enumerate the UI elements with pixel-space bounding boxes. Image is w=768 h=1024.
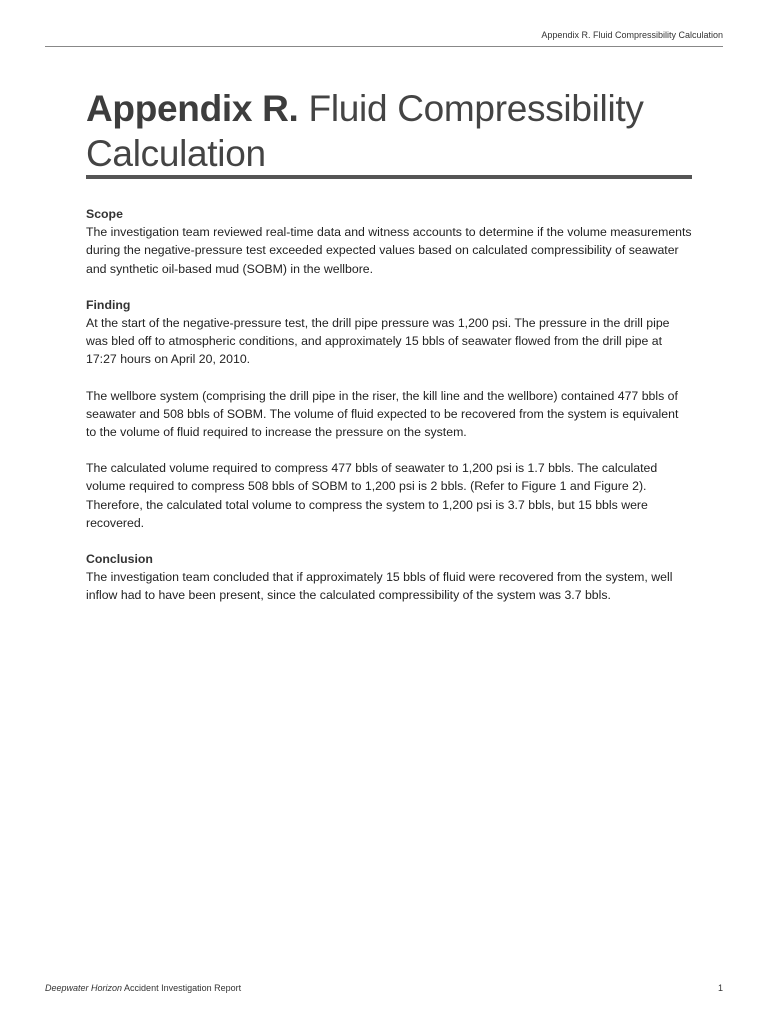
page-title [86,86,696,176]
scope-heading: Scope [86,207,123,221]
scope-paragraph: The investigation team reviewed real-time data and witness accounts to determine if the volume measurements during the negative-pressure test exceeded expected values based on calculated compressibility of seawater and synthetic oil-based mud (SOBM) in the wellbore. [86,225,692,276]
footer-title-rest: Accident Investigation Report [122,983,242,993]
footer-title-italic: Deepwater Horizon [45,983,123,993]
footer-report-title [45,983,241,993]
page-number: 1 [717,983,723,993]
title-main: Fluid Compressibility Calculation [86,88,644,174]
finding-paragraph-2: The wellbore system (comprising the drill pipe in the riser, the kill line and the wellbore) contained 477 bbls of seawater and 508 bbls of SOBM. The volume of fluid expected to be recovered from the system is equivalent to the volume of fluid required to increase the pressure on the system. [86,388,679,440]
finding-paragraph-1: At the start of the negative-pressure test, the drill pipe pressure was 1,200 psi. The pressure in the drill pipe was bled off to atmospheric conditions, and approximately 15 bbls of seawater flowed from the drill pipe at 17:27 hours on April 20, 2010. [86,316,670,367]
title-prefix: Appendix R. [86,88,299,129]
finding-paragraph-3: The calculated volume required to compress 477 bbls of seawater to 1,200 psi is 1.7 bbls. The calculated volume required to compress 508 bbls of SOBM to 1,200 psi is 2 bbls. (Refer to Figure 1 and Figure 2). Therefore, the calculated total volume to compress the system to 1,200 psi is 3.7 bbls, but 15 bbls were recovered. [86,461,658,530]
running-header: Appendix R. Fluid Compressibility Calculation [541,30,723,40]
finding-section [86,296,692,532]
body-content [86,205,692,605]
conclusion-heading: Conclusion [86,552,153,567]
conclusion-paragraph: The investigation team concluded that if approximately 15 bbls of fluid were recovered from the system, well inflow had to have been present, since the calculated compressibility of the system was 3.7 bbls. [86,570,673,603]
title-divider [86,175,692,179]
finding-heading: Finding [86,297,131,312]
conclusion-section [86,550,692,605]
scope-section [86,205,692,278]
header-divider [45,46,723,47]
